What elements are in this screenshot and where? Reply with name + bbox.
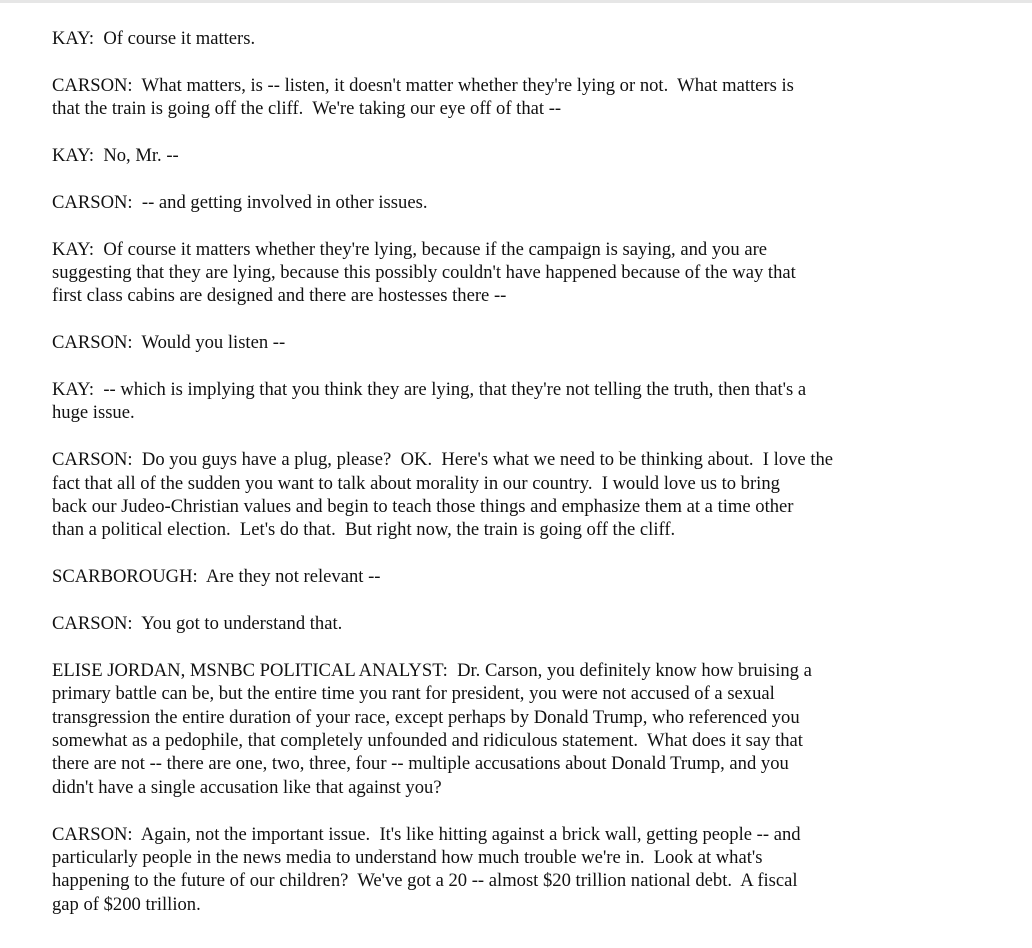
transcript-paragraph: KAY: Of course it matters whether they're lying, because if the campaign is saying, and you are suggesting that they are lying, because this possibly couldn't have happened because of the way that first class cabins are designed and there are hostesses there -- bbox=[52, 238, 796, 307]
transcript-paragraph: KAY: No, Mr. -- bbox=[52, 145, 179, 166]
transcript-document bbox=[52, 27, 932, 940]
transcript-paragraph: SCARBOROUGH: Are they not relevant -- bbox=[52, 566, 381, 588]
transcript-paragraph: CARSON: Would you listen -- bbox=[52, 332, 286, 354]
transcript-paragraph: CARSON: You got to understand that. bbox=[52, 613, 343, 635]
top-divider bbox=[0, 0, 1032, 3]
transcript-paragraph: CARSON: -- and getting involved in other issues. bbox=[52, 191, 428, 213]
transcript-paragraph: CARSON: Do you guys have a plug, please? OK. Here's what we need to be thinking about. I love the fact that all of the sudden you want to talk about morality in our country. I would love us to bring back our Judeo-Christian values and begin to teach those things and emphasize them at a time other than a political election. Let's do that. But right now, the train is going off the cliff. bbox=[52, 449, 834, 541]
transcript-paragraph: KAY: Of course it matters. bbox=[52, 28, 256, 49]
transcript-paragraph: ELISE JORDAN, MSNBC POLITICAL ANALYST: Dr. Carson, you definitely know how bruising a primary battle can be, but the entire time you rant for president, you were not accused of a sexual transgression the entire duration of your race, except perhaps by Donald Trump, who referenced you somewhat as a pedophile, that completely unfounded and ridiculous statement. What does it say that there are not -- there are one, two, three, four -- multiple accusations about Donald Trump, and you didn't have a single accusation like that against you? bbox=[52, 659, 812, 798]
transcript-paragraph: KAY: -- which is implying that you think they are lying, that they're not telling the truth, then that's a huge issue. bbox=[52, 379, 807, 424]
transcript-paragraph: CARSON: Again, not the important issue. It's like hitting against a brick wall, getting people -- and particularly people in the news media to understand how much trouble we're in. Look at what's happening to the future of our children? We've got a 20 -- almost $20 trillion national debt. A fiscal gap of $200 trillion. bbox=[52, 823, 801, 915]
transcript-paragraph: CARSON: What matters, is -- listen, it doesn't matter whether they're lying or not. What matters is that the train is going off the cliff. We're taking our eye off of that -- bbox=[52, 74, 794, 120]
